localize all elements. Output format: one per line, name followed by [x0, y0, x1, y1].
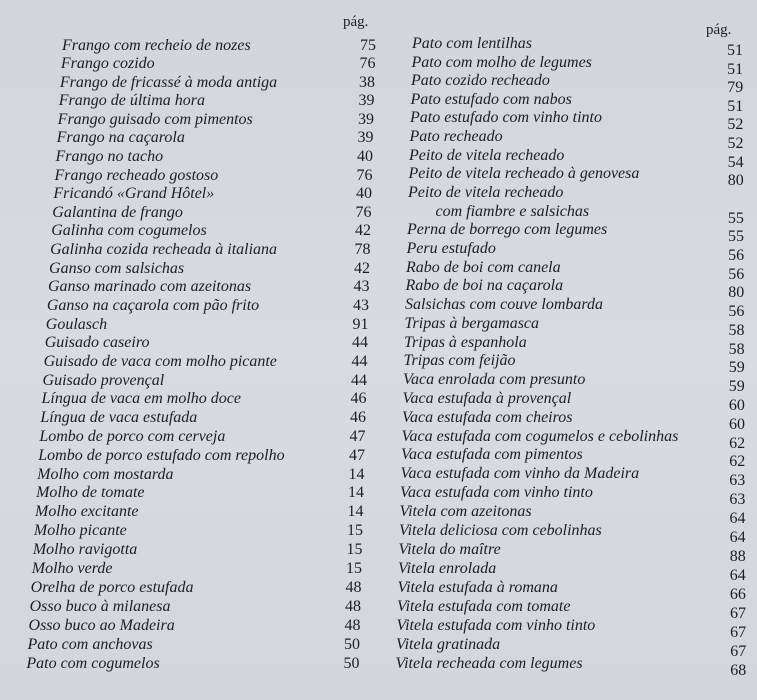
index-entry-page: 66	[729, 585, 746, 603]
index-entry-page: 88	[729, 547, 746, 565]
index-entry-name: Molho verde	[31, 559, 113, 577]
index-entry-page: 76	[356, 166, 373, 184]
index-entry-page: 46	[350, 390, 367, 408]
index-entry-name: Vitela estufada com vinho tinto	[396, 616, 596, 634]
index-entry-name: Rabo de boi com canela	[406, 258, 561, 276]
index-entry-name: Guisado caseiro	[44, 334, 150, 352]
index-entry-page: 52	[727, 116, 744, 134]
index-entry-name: Lombo de porco estufado com repolho	[38, 446, 285, 464]
index-entry-page: 79	[727, 79, 744, 97]
index-entry-page: 14	[348, 465, 365, 483]
index-entry-name: Vitela gratinada	[396, 635, 501, 653]
index-entry-page: 52	[727, 134, 744, 152]
index-entry-page: 63	[729, 491, 746, 509]
left-page-header: pág.	[343, 14, 369, 30]
index-entry-name: Vitela deliciosa com cebolinhas	[399, 522, 602, 540]
index-entry-name: Rabo de boi na caçarola	[405, 277, 564, 295]
index-entry-page: 14	[348, 484, 364, 502]
index-entry-name: Frango de fricassé à moda antiga	[59, 73, 278, 91]
index-entry-page: 39	[358, 92, 375, 110]
index-entry-name: Vitela estufada com tomate	[397, 597, 571, 615]
index-entry-page: 68	[730, 661, 747, 679]
index-entry-name: Lombo de porco com cerveja	[39, 427, 226, 445]
index-entry-page: 75	[360, 37, 376, 54]
index-entry-name: Tripas com feijão	[403, 352, 516, 370]
index-entry-page: 15	[346, 559, 362, 577]
index-entry-page: 15	[346, 540, 363, 558]
index-entry-page: 78	[354, 240, 371, 258]
index-entry-name: Vitela recheada com legumes	[395, 654, 583, 672]
index-entry-name: Goulasch	[45, 315, 108, 333]
index-entry-page: 60	[728, 396, 745, 414]
index-entry-page: 50	[344, 635, 360, 653]
index-entry-name: Fricandó «Grand Hôtel»	[53, 185, 215, 203]
index-entry-name: Peito de vitela recheado à genovesa	[408, 165, 640, 183]
index-entry-page: 56	[728, 303, 745, 321]
index-entry-name: Vaca estufada com pimentos	[401, 446, 583, 464]
index-entry-name: Vaca estufada com cheiros	[402, 408, 573, 426]
index-entry-name: Ganso marinado com azeitonas	[47, 278, 252, 296]
index-entry-page: 62	[729, 453, 746, 471]
index-entry-name: Tripas à espanhola	[404, 333, 527, 351]
right-page-header: pág.	[706, 22, 732, 38]
index-entry-page: 42	[355, 222, 371, 240]
index-entry-page: 51	[727, 60, 744, 78]
index-entry-page: 47	[349, 446, 365, 464]
index-entry-page: 43	[353, 278, 370, 296]
index-entry-name: Língua de vaca estufada	[40, 409, 198, 427]
index-entry-name: Pato com lentilhas	[412, 35, 532, 52]
index-entry-name: Peru estufado	[406, 239, 496, 257]
index-entry-name: Língua de vaca em molho doce	[41, 390, 241, 408]
index-entry-name: Pato com cogumelos	[26, 654, 160, 672]
index-entry-page: 44	[352, 334, 368, 352]
index-entry-name: Vitela enrolada	[398, 559, 497, 577]
index-entry-page: 42	[354, 259, 370, 277]
index-entry-page: 48	[345, 578, 362, 596]
index-entry-page: 64	[729, 529, 746, 547]
index-entry-name: Frango de última hora	[58, 92, 205, 110]
index-entry-name: Frango cozido	[60, 55, 155, 73]
index-entry-page: 38	[359, 73, 375, 91]
index-entry-name: Osso buco ao Madeira	[28, 616, 175, 634]
index-entry-page: 56	[728, 246, 745, 264]
index-entry-name: Frango no tacho	[55, 147, 164, 165]
index-entry-name: Galinha cozida recheada à italiana	[50, 240, 278, 258]
index-entry-name: Vaca estufada com vinho tinto	[400, 484, 593, 502]
index-entry-name: Frango guisado com pimentos	[57, 110, 253, 128]
index-entry-name: Pato estufado com vinho tinto	[410, 109, 602, 127]
index-entry-page: 46	[350, 409, 366, 427]
index-entry-page: 76	[355, 203, 372, 221]
index-entry-page: 40	[356, 185, 372, 203]
index-entry-page: 48	[344, 616, 361, 634]
index-entry-page: 55	[728, 228, 744, 246]
index-entry-name: Vitela estufada à romana	[397, 578, 558, 596]
index-entry-name: Perna de borrego com legumes	[407, 221, 608, 239]
index-entry-page: 14	[347, 503, 364, 521]
index-entry-page: 39	[358, 110, 374, 128]
index-entry-page: 58	[728, 321, 745, 339]
index-entry-name: Molho picante	[33, 522, 127, 540]
index-entry-name: Guisado provençal	[42, 371, 165, 389]
index-entry-page: 59	[728, 378, 745, 396]
index-entry-name: Ganso na caçarola com pão frito	[46, 296, 260, 314]
index-entry-page: 40	[357, 147, 373, 165]
index-entry-name: Molho com mostarda	[37, 465, 174, 483]
index-entry-name: Frango na caçarola	[56, 129, 185, 147]
index-entry-page: 64	[729, 566, 746, 584]
index-entry-name: Galinha com cogumelos	[51, 222, 207, 240]
index-entry-name: Molho ravigotta	[32, 540, 138, 558]
index-entry-name: Frango recheado gostoso	[54, 166, 219, 184]
index-entry-page: 50	[343, 654, 360, 672]
index-entry-name: Orelha de porco estufada	[30, 578, 194, 596]
index-entry-page: 39	[357, 129, 374, 147]
index-entry-page: 60	[729, 415, 745, 433]
index-entry-name: Molho excitante	[35, 503, 139, 521]
index-entry-page: 56	[728, 265, 745, 283]
index-entry-page: 15	[347, 522, 363, 540]
index-entry-page: 91	[352, 315, 369, 333]
index-entry-name: Tripas à bergamasca	[404, 314, 540, 332]
index-entry-page: 55	[727, 209, 744, 227]
index-entry-name: Pato estufado com nabos	[410, 90, 572, 108]
index-entry-name: Ganso com salsichas	[49, 259, 185, 277]
index-entry-name: Peito de vitela recheado	[409, 146, 565, 164]
index-entry-page: 44	[351, 352, 368, 370]
index-entry-page: 64	[729, 510, 746, 528]
index-entry-name: Vaca estufada com vinho da Madeira	[400, 465, 640, 483]
index-entry-page: 80	[727, 172, 744, 190]
index-entry-name: Osso buco à milanesa	[29, 597, 171, 615]
index-entry-name: Pato cozido recheado	[411, 72, 550, 90]
index-entry-page: 76	[359, 55, 376, 73]
index-entry-page: 51	[727, 42, 743, 59]
index-entry-page: 54	[727, 153, 744, 171]
index-entry-page: 58	[728, 340, 745, 358]
index-entry-page: 63	[729, 472, 746, 490]
index-entry-name: Salsichas com couve lombarda	[405, 296, 604, 314]
index-entry-name: Frango com recheio de nozes	[62, 37, 251, 54]
index-entry-name: Vaca estufada com cogumelos e cebolinhas	[401, 427, 679, 445]
index-entry-name: Vaca estufada à provençal	[402, 389, 572, 407]
index-entry-name: Peito de vitela recheado	[408, 183, 564, 201]
index-entry-page: 51	[727, 97, 744, 115]
index-entry-page: 59	[728, 359, 745, 377]
index-entry-name: Molho de tomate	[36, 484, 145, 502]
index-entry-page: 44	[351, 371, 367, 389]
index-entry-page: 67	[730, 642, 747, 660]
index-entry-name: Guisado de vaca com molho picante	[43, 352, 277, 370]
index-entry-page: 67	[730, 604, 746, 622]
index-entry-name: Vitela com azeitonas	[399, 503, 532, 521]
index-entry-page: 48	[345, 597, 361, 615]
index-entry-name: com fiambre e salsichas	[435, 202, 590, 220]
index-entry-page: 62	[729, 434, 746, 452]
index-entry-name: Pato com molho de legumes	[411, 53, 592, 71]
index-entry-page: 67	[730, 623, 747, 641]
index-entry-name: Galantina de frango	[52, 203, 183, 221]
index-entry-name: Vaca enrolada com presunto	[403, 371, 586, 389]
index-entry-name: Pato recheado	[409, 127, 503, 145]
index-entry-page: 47	[349, 427, 366, 445]
index-entry-name: Vitela do maître	[398, 540, 501, 558]
index-entry-page: 43	[353, 296, 369, 314]
index-entry-name: Pato com anchovas	[27, 635, 153, 653]
index-entry-page: 80	[728, 284, 745, 302]
